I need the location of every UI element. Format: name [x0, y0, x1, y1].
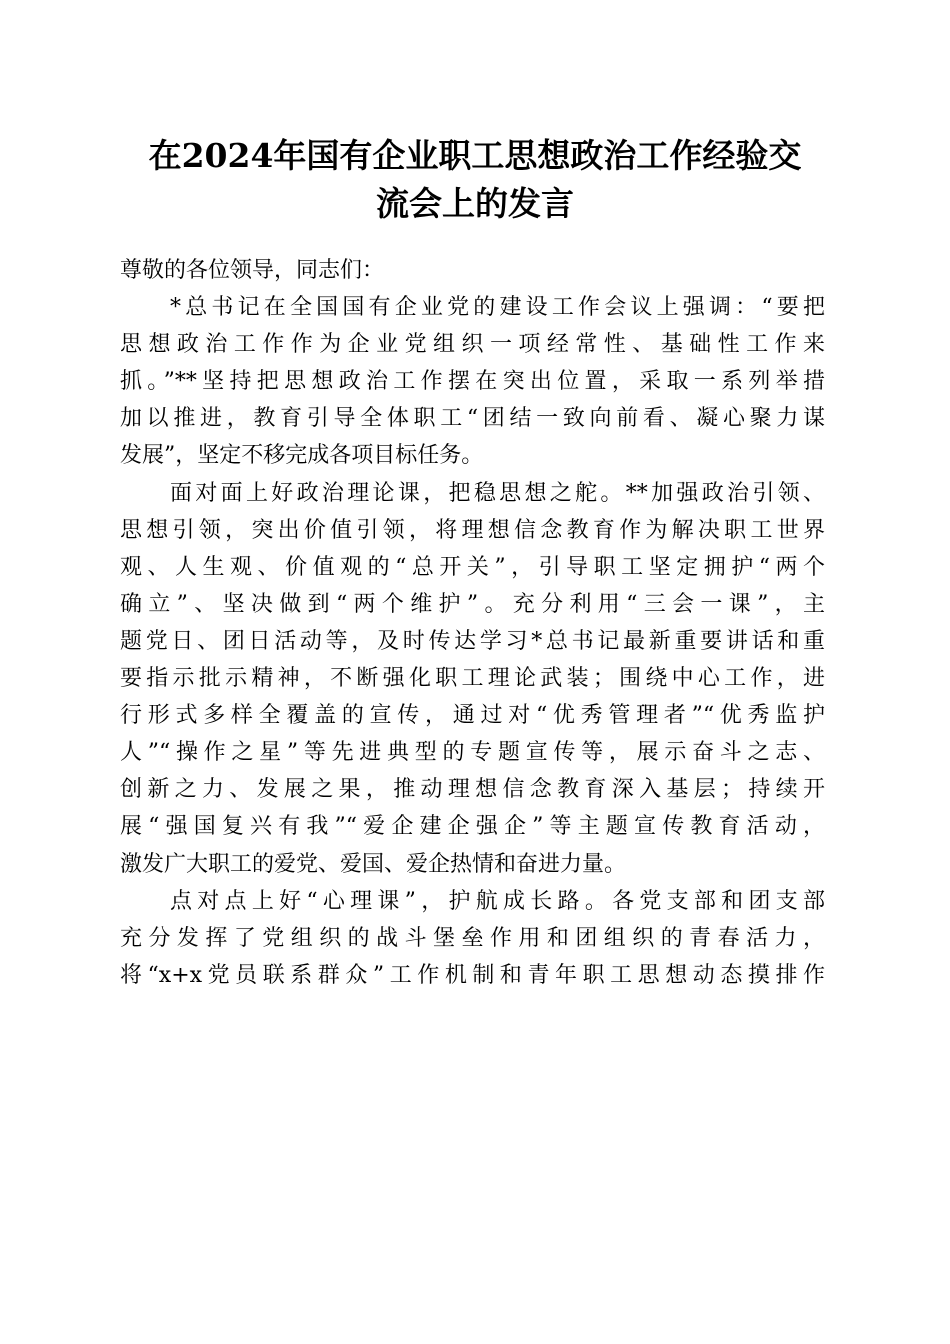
paragraph-line: 展“强国复兴有我”“爱企建企强企”等主题宣传教育活动， — [120, 814, 825, 840]
paragraph-line: 激发广大职工的爱党、爱国、爱企热情和奋进力量。 — [120, 851, 627, 877]
paragraph-line: *总书记在全国国有企业党的建设工作会议上强调：“要把 — [170, 295, 825, 321]
document-body — [120, 252, 825, 994]
paragraph-line: 思想政治工作作为企业党组织一项经常性、基础性工作来 — [120, 332, 825, 358]
paragraph-line: 人”“操作之星”等先进典型的专题宣传等，展示奋斗之志、 — [120, 740, 825, 766]
paragraph-line: 充分发挥了党组织的战斗堡垒作用和团组织的青春活力， — [120, 925, 825, 951]
paragraph-1 — [120, 289, 825, 474]
paragraph-line: 面对面上好政治理论课，把稳思想之舵。**加强政治引领、 — [170, 480, 825, 506]
paragraph-line: 发展”，坚定不移完成各项目标任务。 — [120, 443, 484, 469]
paragraph-line: 将“x+x党员联系群众”工作机制和青年职工思想动态摸排作 — [120, 962, 825, 988]
paragraph-line: 思想引领，突出价值引领，将理想信念教育作为解决职工世界 — [120, 517, 825, 543]
title-line-1: 在2024年国有企业职工思想政治工作经验交 — [148, 136, 802, 175]
paragraph-2 — [120, 475, 825, 883]
paragraph-line: 点对点上好“心理课”，护航成长路。各党支部和团支部 — [170, 888, 825, 914]
paragraph-line: 行形式多样全覆盖的宣传，通过对“优秀管理者”“优秀监护 — [120, 703, 825, 729]
paragraph-line: 加以推进，教育引导全体职工“团结一致向前看、凝心聚力谋 — [120, 406, 825, 432]
salutation: 尊敬的各位领导，同志们： — [120, 258, 385, 283]
document-title — [110, 132, 840, 228]
paragraph-line: 题党日、团日活动等，及时传达学习*总书记最新重要讲话和重 — [120, 628, 825, 654]
paragraph-line: 要指示批示精神，不断强化职工理论武装；围绕中心工作，进 — [120, 666, 825, 692]
paragraph-line: 抓。”**坚持把思想政治工作摆在突出位置，采取一系列举措 — [120, 369, 825, 395]
paragraph-line: 确立”、坚决做到“两个维护”。充分利用“三会一课”，主 — [120, 591, 825, 617]
paragraph-line: 观、人生观、价值观的“总开关”，引导职工坚定拥护“两个 — [120, 554, 825, 580]
title-line-2: 流会上的发言 — [376, 184, 574, 223]
paragraph-line: 创新之力、发展之果，推动理想信念教育深入基层；持续开 — [120, 777, 825, 803]
paragraph-3 — [120, 883, 825, 994]
